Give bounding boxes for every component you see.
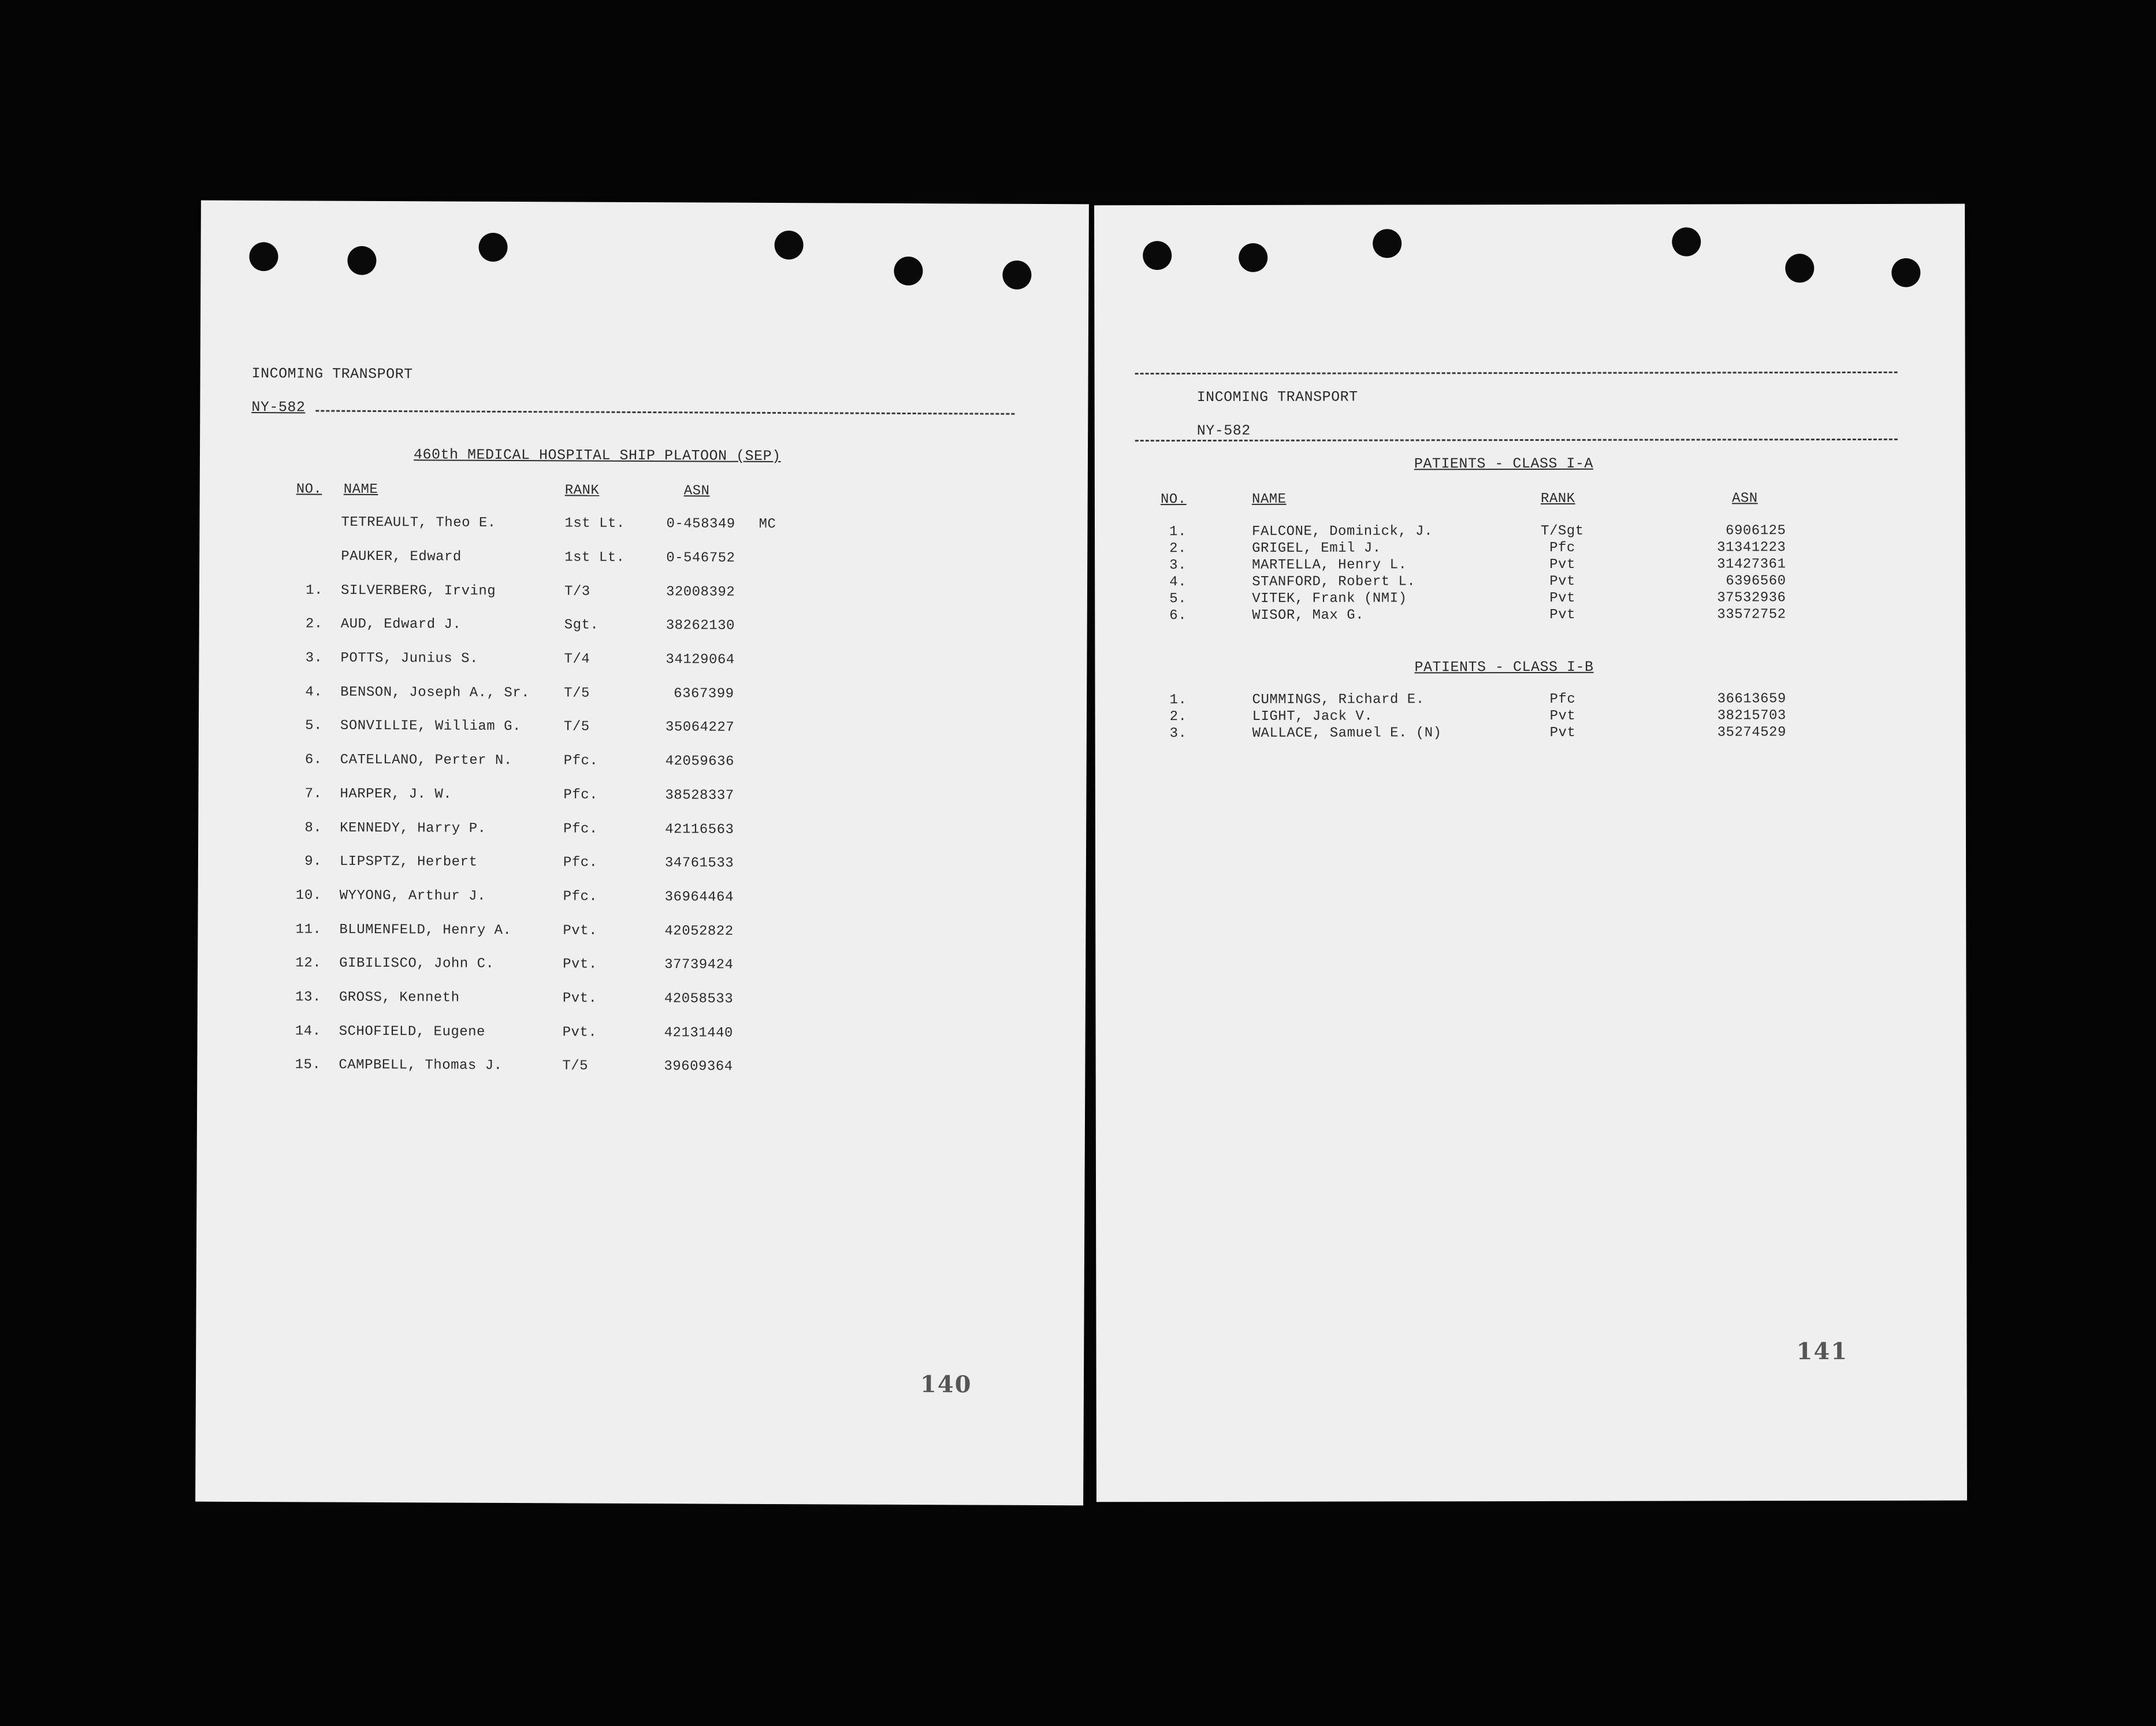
- row-asn: 36964464: [664, 889, 734, 905]
- officer-asn: 0-458349: [666, 516, 735, 532]
- officer-asn: 0-546752: [666, 550, 735, 566]
- row-number: 6.: [1169, 608, 1187, 624]
- row-name: BENSON, Joseph A., Sr.: [340, 684, 530, 701]
- row-asn: 36613659: [1717, 691, 1786, 707]
- punch-hole: [478, 233, 507, 262]
- row-name: BLUMENFELD, Henry A.: [339, 922, 512, 939]
- row-rank: Sgt.: [564, 617, 599, 633]
- punch-hole: [894, 257, 923, 285]
- row-name: WYYONG, Arthur J.: [339, 888, 486, 904]
- row-asn: 37739424: [664, 957, 734, 973]
- row-asn: 42131440: [664, 1025, 733, 1041]
- row-name: STANFORD, Robert L.: [1252, 574, 1416, 590]
- class-b-title: PATIENTS - CLASS I-B: [1414, 658, 1594, 676]
- transport-number: NY-582: [1196, 422, 1251, 440]
- row-rank: Pfc.: [563, 753, 599, 769]
- row-rank: T/4: [564, 651, 590, 667]
- row-asn: 35274529: [1717, 725, 1786, 741]
- row-name: SONVILLIE, William G.: [340, 718, 521, 735]
- row-name: WISOR, Max G.: [1252, 607, 1365, 623]
- row-rank: Pvt.: [563, 956, 597, 973]
- top-rule: [1135, 372, 1898, 374]
- officer-rank: 1st Lt.: [564, 550, 625, 566]
- table-row: [198, 888, 1086, 909]
- row-asn: 31427361: [1717, 556, 1786, 573]
- row-rank: Pvt: [1549, 607, 1576, 623]
- page-number: 141: [1796, 1338, 1849, 1365]
- table-row: [198, 989, 1086, 1011]
- row-number: 5.: [1169, 591, 1187, 607]
- punch-hole: [774, 231, 803, 259]
- row-asn: 37532936: [1717, 590, 1786, 606]
- punch-hole: [1373, 229, 1402, 258]
- table-row: [1095, 725, 1966, 744]
- row-name: KENNEDY, Harry P.: [340, 820, 486, 837]
- row-name: AUD, Edward J.: [340, 616, 462, 633]
- row-number: 14.: [295, 1023, 321, 1040]
- right-page: [1094, 204, 1967, 1502]
- row-number: 4.: [305, 684, 323, 700]
- row-number: 12.: [295, 955, 322, 971]
- row-name: CUMMINGS, Richard E.: [1252, 692, 1425, 708]
- transport-number: NY-582: [251, 399, 306, 416]
- row-rank: Pfc: [1549, 691, 1576, 707]
- document-heading: INCOMING TRANSPORT: [1196, 388, 1358, 406]
- row-asn: 42058533: [664, 991, 734, 1007]
- table-row: [198, 853, 1086, 875]
- table-row: [1095, 691, 1966, 710]
- table-row: [198, 1023, 1086, 1045]
- row-name: LIPSPTZ, Herbert: [339, 853, 478, 870]
- officer-rank: 1st Lt.: [564, 515, 625, 532]
- officer-row: [199, 548, 1087, 570]
- row-rank: Pfc.: [563, 821, 598, 837]
- row-rank: Pvt: [1549, 556, 1575, 573]
- header-rule: [315, 410, 1014, 415]
- row-number: 3.: [305, 650, 323, 666]
- row-number: 3.: [1169, 726, 1187, 742]
- column-header-asn: ASN: [683, 483, 710, 499]
- table-row: [199, 650, 1087, 671]
- column-header-name: NAME: [343, 481, 378, 498]
- officer-name: TETREAULT, Theo E.: [341, 514, 496, 531]
- row-rank: Pvt: [1549, 725, 1576, 741]
- row-rank: Pfc.: [563, 855, 598, 871]
- row-name: MARTELLA, Henry L.: [1252, 557, 1407, 573]
- punch-hole: [249, 242, 278, 271]
- punch-hole: [1143, 241, 1172, 270]
- row-number: 9.: [304, 853, 322, 870]
- table-row: [1095, 556, 1965, 576]
- row-name: FALCONE, Dominick, J.: [1252, 524, 1433, 540]
- punch-hole: [1002, 261, 1031, 289]
- column-header-rank: RANK: [564, 482, 600, 499]
- row-asn: 6396560: [1726, 573, 1786, 589]
- class-a-title: PATIENTS - CLASS I-A: [1414, 455, 1593, 473]
- row-name: CAMPBELL, Thomas J.: [339, 1057, 503, 1074]
- row-number: 8.: [304, 820, 322, 836]
- document-heading: INCOMING TRANSPORT: [251, 365, 413, 383]
- unit-title: 460th MEDICAL HOSPITAL SHIP PLATOON (SEP): [413, 446, 781, 465]
- row-rank: T/5: [562, 1058, 589, 1074]
- row-name: CATELLANO, Perter N.: [340, 752, 512, 769]
- table-row: [198, 820, 1086, 841]
- row-rank: Pvt.: [563, 923, 598, 939]
- row-number: 1.: [1169, 524, 1187, 540]
- row-number: 15.: [295, 1057, 321, 1073]
- table-row: [198, 955, 1086, 977]
- row-rank: Pvt.: [562, 990, 597, 1007]
- table-row: [1095, 540, 1965, 559]
- row-asn: 42059636: [665, 753, 734, 770]
- row-rank: Pfc: [1549, 540, 1575, 556]
- row-asn: 42052822: [664, 923, 734, 940]
- table-row: [199, 582, 1087, 604]
- punch-hole: [1239, 243, 1267, 272]
- row-asn: 34761533: [664, 855, 734, 871]
- table-row: [1095, 523, 1965, 542]
- table-row: [199, 718, 1087, 739]
- row-name: WALLACE, Samuel E. (N): [1252, 725, 1442, 741]
- row-name: SCHOFIELD, Eugene: [339, 1023, 486, 1040]
- row-number: 2.: [1169, 709, 1187, 725]
- row-name: POTTS, Junius S.: [340, 650, 478, 667]
- row-asn: 6367399: [674, 686, 734, 702]
- table-row: [199, 752, 1087, 773]
- row-asn: 35064227: [665, 719, 735, 736]
- punch-hole: [1672, 227, 1701, 256]
- row-rank: T/Sgt: [1541, 523, 1584, 539]
- row-rank: Pvt: [1549, 573, 1575, 589]
- column-header-no: NO.: [296, 481, 322, 498]
- row-number: 1.: [1169, 692, 1187, 708]
- table-row: [1095, 708, 1966, 727]
- row-name: GIBILISCO, John C.: [339, 955, 495, 972]
- officer-row: [199, 514, 1087, 536]
- officer-name: PAUKER, Edward: [341, 548, 462, 565]
- row-name: LIGHT, Jack V.: [1252, 708, 1373, 725]
- row-rank: T/5: [564, 685, 590, 701]
- page-number: 140: [920, 1371, 972, 1398]
- row-number: 3.: [1169, 558, 1187, 574]
- punch-hole: [1785, 254, 1814, 283]
- column-header-asn: ASN: [1731, 491, 1758, 507]
- row-number: 2.: [305, 616, 323, 632]
- row-name: GRIGEL, Emil J.: [1252, 540, 1381, 556]
- row-asn: 39609364: [664, 1059, 733, 1075]
- row-number: 6.: [304, 752, 322, 768]
- officer-note: MC: [759, 516, 776, 533]
- table-row: [197, 1057, 1085, 1078]
- table-row: [198, 922, 1086, 943]
- punch-hole: [347, 246, 376, 275]
- column-header-rank: RANK: [1540, 491, 1575, 507]
- row-asn: 31341223: [1717, 540, 1786, 556]
- row-rank: T/3: [564, 584, 590, 600]
- row-rank: Pvt: [1549, 590, 1575, 606]
- row-name: SILVERBERG, Irving: [340, 582, 496, 599]
- row-name: GROSS, Kenneth: [339, 989, 460, 1006]
- table-row: [1095, 573, 1965, 592]
- row-number: 10.: [295, 888, 322, 904]
- row-number: 5.: [305, 718, 323, 734]
- row-rank: Pvt: [1549, 708, 1576, 724]
- row-asn: 6906125: [1726, 523, 1786, 539]
- row-name: VITEK, Frank (NMI): [1252, 591, 1407, 607]
- row-number: 13.: [295, 989, 321, 1005]
- row-rank: Pvt.: [562, 1025, 597, 1041]
- row-asn: 38215703: [1717, 708, 1786, 724]
- row-number: 4.: [1169, 574, 1187, 591]
- row-rank: T/5: [563, 719, 590, 735]
- row-asn: 34129064: [666, 652, 735, 668]
- table-row: [198, 786, 1086, 807]
- column-header-no: NO.: [1160, 492, 1187, 508]
- row-number: 2.: [1169, 541, 1187, 557]
- row-asn: 32008392: [666, 584, 735, 600]
- table-row: [199, 684, 1087, 706]
- row-asn: 42116563: [665, 822, 734, 838]
- row-rank: Pfc.: [563, 787, 599, 803]
- punch-hole: [1891, 258, 1920, 287]
- column-header-name: NAME: [1251, 491, 1287, 507]
- row-asn: 38528337: [665, 788, 734, 804]
- row-number: 7.: [304, 786, 322, 802]
- table-row: [1095, 590, 1965, 609]
- row-rank: Pfc.: [563, 889, 598, 905]
- row-asn: 33572752: [1717, 607, 1786, 623]
- row-asn: 38262130: [666, 618, 735, 634]
- row-number: 1.: [306, 582, 324, 599]
- table-row: [1095, 607, 1965, 626]
- row-name: HARPER, J. W.: [340, 786, 452, 803]
- row-number: 11.: [295, 922, 322, 938]
- table-row: [199, 616, 1087, 637]
- left-page: [195, 201, 1089, 1506]
